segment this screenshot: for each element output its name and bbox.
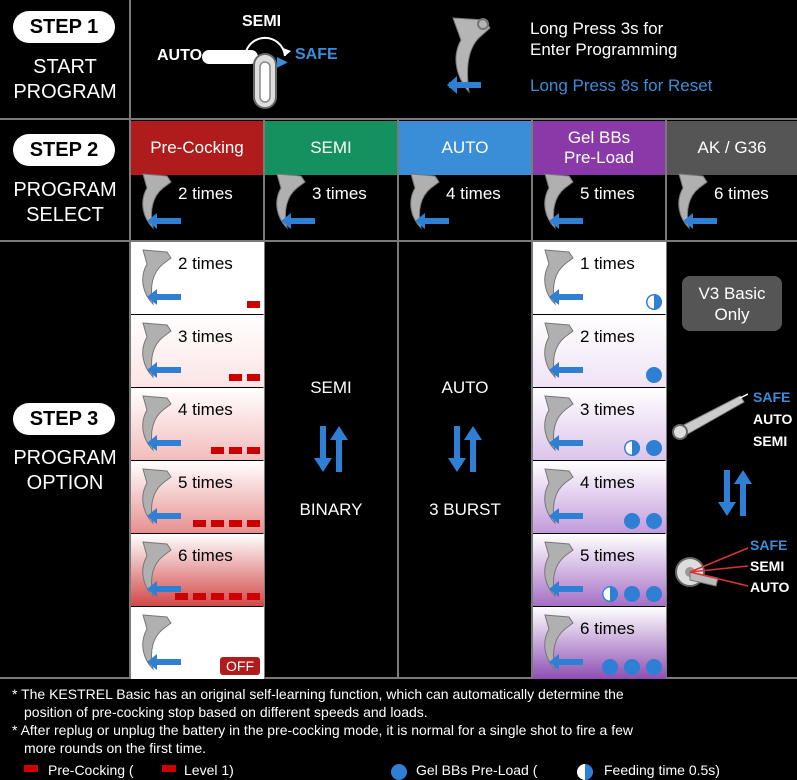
switch-arrows-icon <box>716 466 756 520</box>
press-count-label: 5 times <box>178 473 233 492</box>
lever2-safe-label: SAFE <box>750 537 788 553</box>
switch-arrows-icon <box>446 422 486 476</box>
press-count-label: 3 times <box>178 327 233 346</box>
selector-semi-label: SEMI <box>242 13 282 30</box>
program-select-cell <box>265 166 398 238</box>
press-count-label: 5 times <box>580 546 635 565</box>
press-count-label: 4 times <box>580 473 635 492</box>
step1-badge: STEP 1 <box>13 11 115 43</box>
level-marker <box>247 374 260 381</box>
lever1-semi-label: SEMI <box>753 433 788 449</box>
precocking-option-cell <box>131 534 264 606</box>
precocking-legend-label: Pre-Cocking ( <box>48 762 134 778</box>
footnote-line: position of pre-cocking stop based on different speeds and loads. <box>24 704 428 720</box>
level-marker <box>247 520 260 527</box>
program-select-cell <box>667 166 797 238</box>
press-count-label: 3 times <box>312 184 367 203</box>
precocking-legend-swatch <box>24 765 38 772</box>
gel-preload-option-cell <box>533 461 666 533</box>
footnote-line: * After replug or unplug the battery in the pre-cocking mode, it is normal for a single shot to fire a few <box>12 722 633 738</box>
half-feed-marker <box>602 586 618 602</box>
gel-preload-option-cell <box>533 534 666 606</box>
program-header: SEMI <box>265 121 397 175</box>
semi-option-bottom: BINARY <box>299 500 363 519</box>
press-count-label: 6 times <box>580 619 635 638</box>
step2-badge: STEP 2 <box>13 134 115 166</box>
program-header: AK / G36 <box>667 121 797 175</box>
feed-marker <box>646 659 662 675</box>
gel-preload-option-cell <box>533 607 666 679</box>
level-marker <box>193 520 206 527</box>
press-count-label: 2 times <box>178 184 233 203</box>
level-marker <box>247 301 260 308</box>
svg-text:▶: ▶ <box>277 53 288 69</box>
level-legend-swatch <box>162 765 176 772</box>
program-header: Gel BBs Pre-Load <box>533 121 665 175</box>
press-count-label: 4 times <box>178 400 233 419</box>
press-count-label: 4 times <box>446 184 501 203</box>
level-marker <box>229 447 242 454</box>
press-count-label: 5 times <box>580 184 635 203</box>
lever1-safe-label: SAFE <box>753 389 791 405</box>
long-press-program-text: Long Press 3s for Enter Programming <box>530 19 678 59</box>
half-feed-marker <box>624 440 640 456</box>
semi-option-top: SEMI <box>310 378 352 397</box>
feed-marker <box>646 586 662 602</box>
switch-arrows-icon <box>312 422 352 476</box>
trigger-icon <box>445 12 515 104</box>
step3-title: PROGRAM OPTION <box>13 447 117 494</box>
lever1-auto-label: AUTO <box>753 411 793 427</box>
program-header: Pre-Cocking <box>131 121 263 175</box>
precocking-option-cell <box>131 607 264 679</box>
feeding-legend-half-dot <box>577 764 593 780</box>
fire-selector-diagram <box>150 8 370 113</box>
precocking-option-cell <box>131 388 264 460</box>
press-count-label: 3 times <box>580 400 635 419</box>
half-feed-marker <box>646 294 662 310</box>
v3-basic-badge: V3 Basic Only <box>682 276 782 331</box>
level-marker <box>211 520 224 527</box>
press-count-label: 2 times <box>580 327 635 346</box>
feed-marker <box>646 440 662 456</box>
gel-preload-option-cell <box>533 242 666 314</box>
precocking-option-cell <box>131 461 264 533</box>
feed-marker <box>624 659 640 675</box>
program-select-cell <box>533 166 666 238</box>
lever2-semi-label: SEMI <box>750 558 785 574</box>
program-select-cell <box>131 166 264 238</box>
footnote-line: * The KESTREL Basic has an original self-learning function, which can automatically determine the <box>12 686 624 702</box>
step2-title: PROGRAM SELECT <box>13 179 117 226</box>
feed-marker <box>602 659 618 675</box>
feed-marker <box>646 513 662 529</box>
level-marker <box>247 447 260 454</box>
selector-auto-label: AUTO <box>157 47 203 64</box>
g36-lever-icon <box>672 540 752 600</box>
press-count-label: 6 times <box>178 546 233 565</box>
level-marker <box>229 374 242 381</box>
level-marker <box>211 447 224 454</box>
press-count-label: 1 times <box>580 254 635 273</box>
level-marker <box>175 593 188 600</box>
auto-option-bottom: 3 BURST <box>429 500 501 519</box>
gel-legend-label: Gel BBs Pre-Load ( <box>416 762 538 778</box>
program-select-cell <box>399 166 532 238</box>
press-count-label: 2 times <box>178 254 233 273</box>
press-count-label: 6 times <box>714 184 769 203</box>
feed-marker <box>646 367 662 383</box>
selector-safe-label: SAFE <box>295 46 338 63</box>
feed-marker <box>624 513 640 529</box>
precocking-option-cell <box>131 315 264 387</box>
off-badge: OFF <box>220 657 260 675</box>
level-marker <box>193 593 206 600</box>
level-marker <box>247 593 260 600</box>
feed-marker <box>624 586 640 602</box>
level-marker <box>211 593 224 600</box>
footnote-line: more rounds on the first time. <box>24 740 207 756</box>
ak-lever-icon <box>668 388 748 443</box>
level-marker <box>229 593 242 600</box>
gel-preload-option-cell <box>533 388 666 460</box>
gel-legend-dot <box>391 764 407 780</box>
selector-switch-icon <box>150 8 370 113</box>
step1-title: START PROGRAM <box>13 56 117 103</box>
level-legend-label: Level 1) <box>184 762 234 778</box>
feeding-legend-label: Feeding time 0.5s) <box>604 762 720 778</box>
program-header: AUTO <box>399 121 531 175</box>
lever2-auto-label: AUTO <box>750 579 790 595</box>
level-marker <box>229 520 242 527</box>
trigger-press-icon <box>137 611 185 675</box>
long-press-reset-text: Long Press 8s for Reset <box>530 76 713 95</box>
auto-option-top: AUTO <box>441 378 489 397</box>
step3-badge: STEP 3 <box>13 403 115 435</box>
precocking-option-cell <box>131 242 264 314</box>
gel-preload-option-cell <box>533 315 666 387</box>
